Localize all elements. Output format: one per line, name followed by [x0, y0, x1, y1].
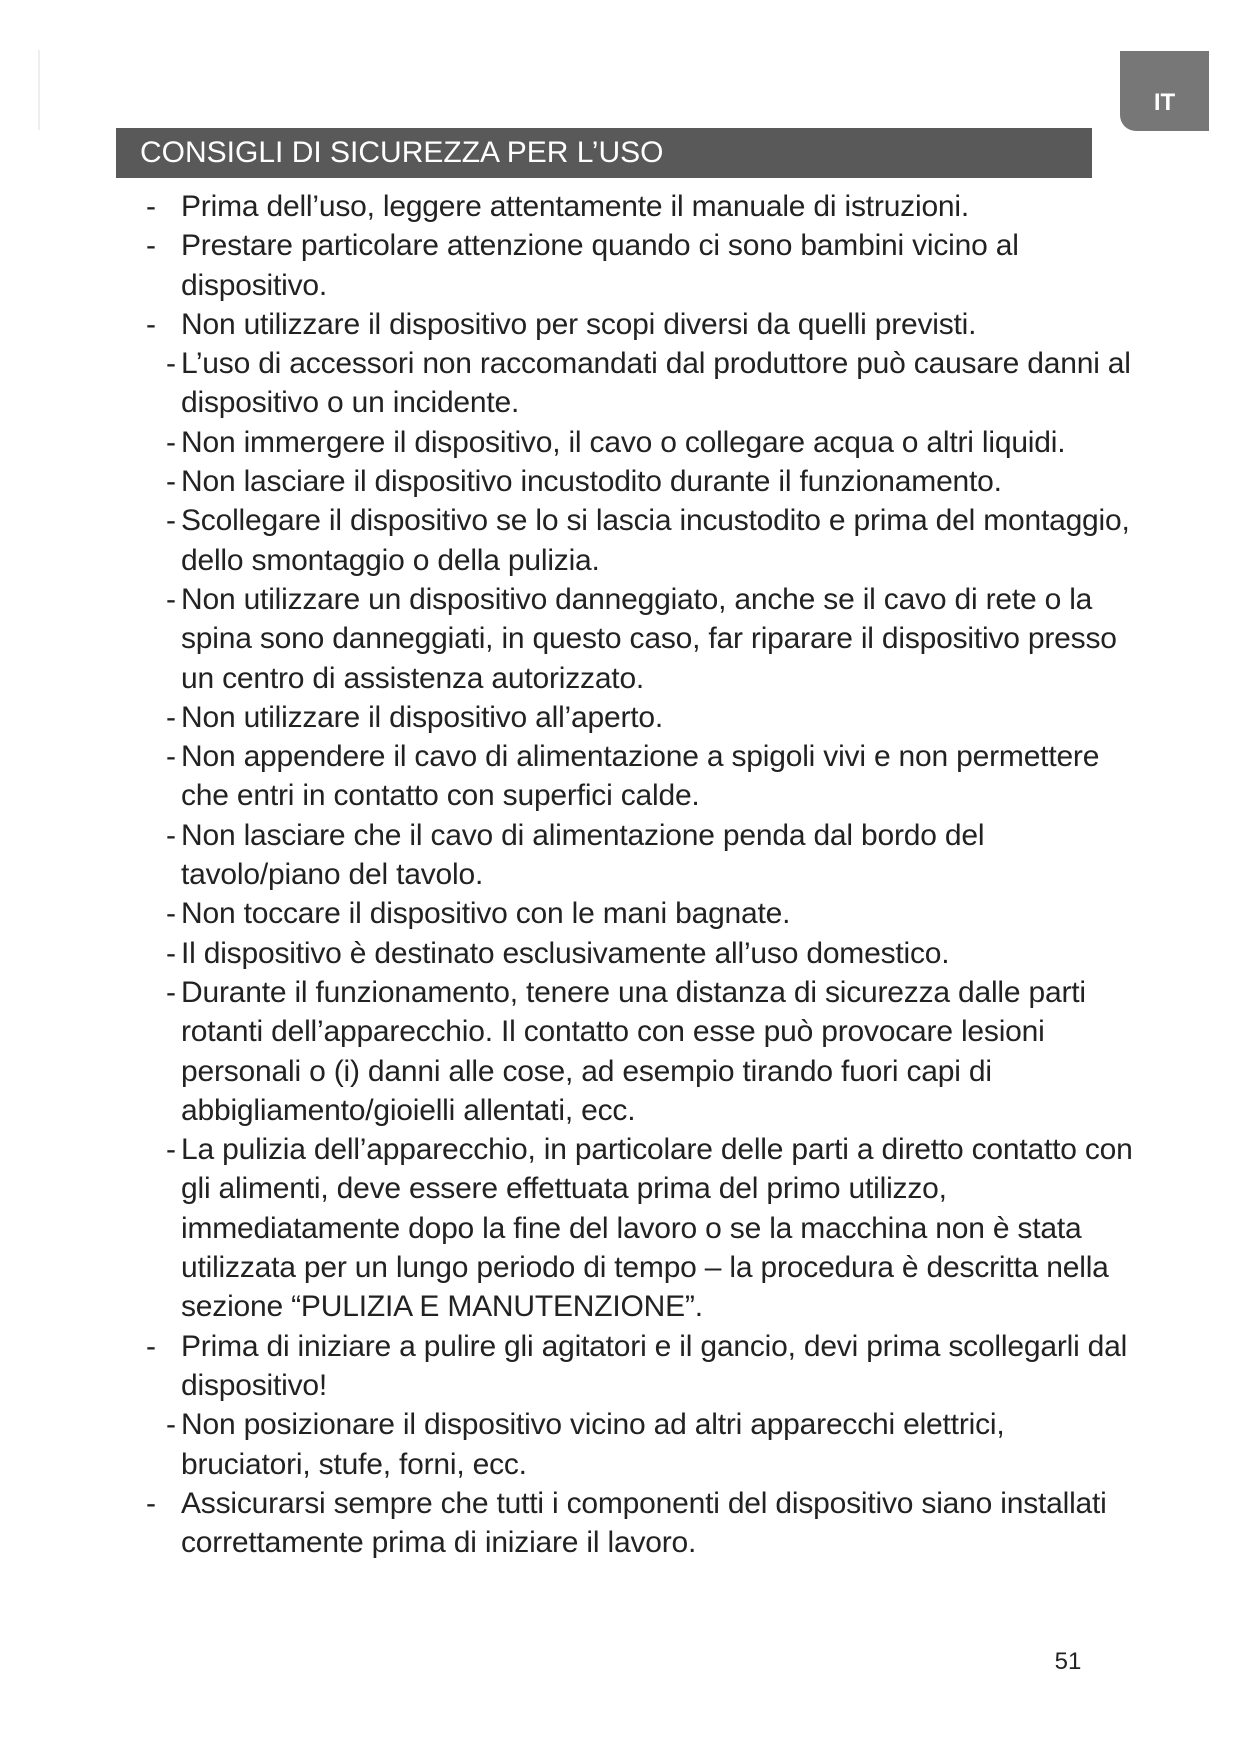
bullet-dash: - [166, 582, 176, 616]
safety-instruction-text: Non immergere il dispositivo, il cavo o collegare acqua o altri liquidi. [181, 425, 1066, 459]
safety-instruction-item [146, 344, 1136, 423]
safety-instruction-item [146, 226, 1136, 305]
safety-instruction-item [146, 737, 1136, 816]
bullet-dash: - [146, 190, 156, 223]
bullet-dash: - [166, 700, 176, 734]
safety-instruction-text: Non appendere il cavo di alimentazione a spigoli vivi e non permettere che entri in contatto con superfici calde. [181, 740, 1100, 813]
safety-instruction-item [146, 934, 1136, 973]
safety-instruction-item [146, 305, 1136, 344]
bullet-dash: - [166, 425, 176, 459]
bullet-dash: - [146, 229, 156, 263]
safety-instruction-item [146, 501, 1136, 580]
safety-instruction-text: Non toccare il dispositivo con le mani bagnate. [181, 897, 791, 931]
safety-instruction-text: Assicurarsi sempre che tutti i componenti del dispositivo siano installati correttamente prima di iniziare il lavoro. [181, 1486, 1107, 1560]
safety-instruction-item [146, 187, 1136, 226]
safety-instruction-text: Scollegare il dispositivo se lo si lascia incustodito e prima del montaggio, dello smontaggio o della pulizia. [181, 504, 1130, 577]
safety-instruction-item [146, 816, 1136, 895]
bullet-dash: - [166, 1133, 176, 1167]
safety-instruction-item [146, 1484, 1136, 1563]
safety-instruction-text: La pulizia dell’apparecchio, in particolare delle parti a diretto contatto con gli alimenti, deve essere effettuata prima del primo utilizzo, immediatamente dopo la fine del lavoro o se la macchina non è stata utilizzata per un lungo periodo di tempo – la procedura è descritta nella sezione “PULIZIA E MANUTENZIONE”. [181, 1133, 1133, 1324]
bullet-dash: - [166, 818, 176, 852]
bullet-dash: - [166, 936, 176, 970]
safety-instruction-text: Non posizionare il dispositivo vicino ad altri apparecchi elettrici, bruciatori, stufe, forni, ecc. [181, 1408, 1005, 1481]
bullet-dash: - [146, 307, 156, 341]
safety-instruction-text: Durante il funzionamento, tenere una distanza di sicurezza dalle parti rotanti dell’apparecchio. Il contatto con esse può provocare lesioni personali o (i) danni alle cose, ad esempio tirando fuori capi di abbigliamento/gioielli allentati, ecc. [181, 975, 1086, 1127]
safety-instruction-text: Non lasciare il dispositivo incustodito durante il funzionamento. [181, 465, 1002, 499]
bullet-dash: - [146, 1486, 156, 1520]
bullet-dash: - [146, 1329, 156, 1363]
safety-instruction-item [146, 580, 1136, 698]
bullet-dash: - [166, 1408, 176, 1442]
safety-instruction-text: Non utilizzare il dispositivo per scopi diversi da quelli previsti. [181, 307, 977, 341]
safety-instruction-item [146, 973, 1136, 1130]
page-number: 51 [1054, 1648, 1082, 1675]
safety-instruction-text: Prima di iniziare a pulire gli agitatori e il gancio, devi prima scollegarli dal dispositivo! [181, 1329, 1128, 1402]
safety-instruction-item [146, 894, 1136, 933]
safety-instruction-item [146, 1130, 1136, 1326]
safety-instruction-text: Non lasciare che il cavo di alimentazione penda dal bordo del tavolo/piano del tavolo. [181, 818, 985, 892]
bullet-dash: - [166, 897, 176, 931]
bullet-dash: - [166, 465, 176, 499]
safety-instruction-item [146, 462, 1136, 501]
safety-instruction-text: Non utilizzare il dispositivo all’aperto. [181, 700, 664, 734]
bullet-dash: - [166, 740, 176, 774]
language-tab-label: IT [1153, 89, 1176, 116]
safety-instruction-text: Il dispositivo è destinato esclusivamente all’uso domestico. [181, 936, 950, 970]
safety-instruction-text: Prestare particolare attenzione quando ci sono bambini vicino al dispositivo. [181, 229, 1019, 302]
safety-instruction-item [146, 1327, 1136, 1406]
safety-instruction-item [146, 1405, 1136, 1484]
section-title: CONSIGLI DI SICUREZZA PER L’USO [116, 128, 1092, 178]
safety-instruction-item [146, 698, 1136, 737]
safety-instruction-text: L’uso di accessori non raccomandati dal produttore può causare danni al dispositivo o un incidente. [181, 347, 1131, 420]
safety-instructions-list [146, 187, 1136, 1562]
page-edge-divider [38, 50, 40, 130]
safety-instruction-text: Non utilizzare un dispositivo danneggiato, anche se il cavo di rete o la spina sono danneggiati, in questo caso, far riparare il dispositivo presso un centro di assistenza autorizzato. [181, 582, 1117, 695]
bullet-dash: - [166, 504, 176, 538]
language-tab [1120, 51, 1209, 131]
bullet-dash: - [166, 347, 176, 381]
safety-instruction-text: Prima dell’uso, leggere attentamente il manuale di istruzioni. [181, 190, 970, 223]
safety-instruction-item [146, 423, 1136, 462]
bullet-dash: - [166, 975, 176, 1009]
